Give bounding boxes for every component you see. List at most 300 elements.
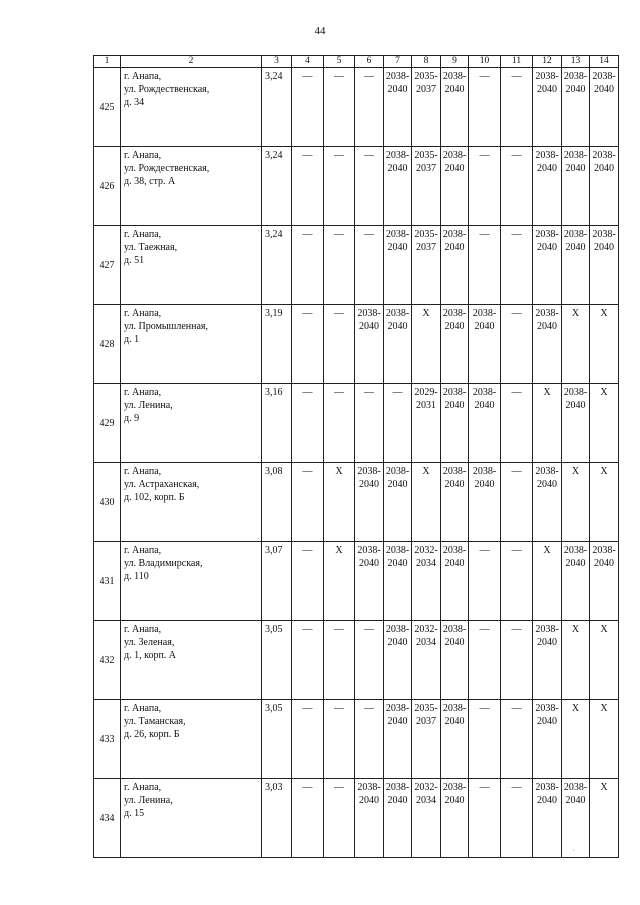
address-cell — [121, 463, 262, 542]
address-line: д. 1 — [124, 334, 140, 345]
address-line: г. Анапа, — [124, 308, 162, 319]
period-part: 2040 — [537, 795, 557, 806]
period-cell: X — [590, 700, 619, 779]
column-header: 12 — [533, 56, 562, 68]
address-line: ул. Рождественская, — [124, 84, 210, 95]
period-cell — [412, 779, 441, 858]
period-part: 2038- — [563, 782, 588, 793]
period-part: 2038- — [563, 545, 588, 556]
address-line: г. Анапа, — [124, 150, 162, 161]
row-number: 430 — [94, 463, 121, 542]
period-part: 2040 — [359, 479, 379, 490]
period-cell — [562, 226, 590, 305]
period-part: 2038- — [385, 624, 410, 635]
period-cell — [441, 147, 469, 226]
period-cell: X — [590, 779, 619, 858]
period-cell: — — [469, 68, 501, 147]
address-line: д. 1, корп. А — [124, 650, 177, 661]
period-part: 2040 — [444, 242, 465, 253]
period-part: 2038- — [535, 466, 559, 477]
table-row — [94, 542, 619, 621]
row-number: 427 — [94, 226, 121, 305]
table-row — [94, 305, 619, 384]
period-part: 2040 — [444, 400, 465, 411]
period-cell — [384, 542, 412, 621]
period-cell: X — [412, 305, 441, 384]
period-cell — [469, 463, 501, 542]
period-part: 2032- — [414, 782, 438, 793]
period-part: 2038- — [442, 308, 467, 319]
period-cell — [384, 463, 412, 542]
period-part: 2040 — [474, 321, 495, 332]
period-part: 2038- — [385, 782, 410, 793]
period-cell: — — [501, 147, 533, 226]
period-part: 2040 — [594, 163, 614, 174]
period-part: 2040 — [537, 84, 557, 95]
column-header: 6 — [355, 56, 384, 68]
period-cell: X — [590, 305, 619, 384]
period-cell — [412, 621, 441, 700]
period-part: 2040 — [565, 163, 586, 174]
value-cell: 3,24 — [262, 68, 292, 147]
row-number: 431 — [94, 542, 121, 621]
period-part: 2040 — [537, 163, 557, 174]
value-cell: 3,24 — [262, 147, 292, 226]
period-cell — [384, 147, 412, 226]
period-part: 2038- — [385, 545, 410, 556]
period-cell: — — [292, 779, 324, 858]
period-cell: — — [501, 384, 533, 463]
period-cell — [355, 779, 384, 858]
period-part: 2037 — [416, 716, 436, 727]
row-number: 426 — [94, 147, 121, 226]
period-cell — [355, 463, 384, 542]
period-part: 2035- — [414, 229, 438, 240]
period-cell — [533, 226, 562, 305]
address-line: д. 110 — [124, 571, 149, 582]
schedule-table — [93, 55, 619, 858]
column-header: 4 — [292, 56, 324, 68]
period-part: 2038- — [357, 308, 381, 319]
period-part: 2032- — [414, 624, 438, 635]
period-part: 2037 — [416, 163, 436, 174]
period-part: 2040 — [387, 242, 408, 253]
period-part: 2040 — [565, 558, 586, 569]
period-cell — [590, 542, 619, 621]
row-number: 429 — [94, 384, 121, 463]
period-cell: — — [469, 779, 501, 858]
period-part: 2040 — [537, 716, 557, 727]
period-part: 2029- — [414, 387, 438, 398]
period-cell: — — [355, 68, 384, 147]
period-part: 2038- — [535, 624, 559, 635]
period-part: 2038- — [385, 308, 410, 319]
period-part: 2040 — [594, 84, 614, 95]
period-part: 2035- — [414, 150, 438, 161]
period-cell: X — [562, 700, 590, 779]
period-part: 2040 — [359, 321, 379, 332]
period-cell: — — [501, 621, 533, 700]
period-part: 2040 — [565, 795, 586, 806]
period-part: 2040 — [444, 716, 465, 727]
period-cell — [384, 305, 412, 384]
period-part: 2034 — [416, 637, 436, 648]
period-part: 2038- — [592, 545, 616, 556]
scan-mark: · — [572, 846, 575, 855]
period-cell — [590, 68, 619, 147]
period-cell — [533, 621, 562, 700]
period-cell — [384, 779, 412, 858]
table-row — [94, 779, 619, 858]
column-header: 2 — [121, 56, 262, 68]
period-cell: — — [292, 68, 324, 147]
period-part: 2040 — [444, 163, 465, 174]
period-part: 2040 — [537, 321, 557, 332]
period-part: 2038- — [357, 782, 381, 793]
period-cell — [469, 384, 501, 463]
period-cell: — — [292, 305, 324, 384]
period-part: 2038- — [472, 308, 497, 319]
period-cell: — — [292, 542, 324, 621]
period-part: 2040 — [565, 242, 586, 253]
period-cell: — — [501, 542, 533, 621]
period-part: 2040 — [387, 479, 408, 490]
period-cell — [441, 463, 469, 542]
column-header: 3 — [262, 56, 292, 68]
period-part: 2038- — [592, 71, 616, 82]
period-cell — [384, 700, 412, 779]
period-cell — [562, 384, 590, 463]
period-cell — [441, 305, 469, 384]
address-line: д. 51 — [124, 255, 145, 266]
period-cell: X — [533, 384, 562, 463]
address-line: ул. Ленина, — [124, 795, 173, 806]
period-part: 2040 — [387, 163, 408, 174]
address-cell — [121, 226, 262, 305]
period-cell: — — [501, 700, 533, 779]
period-cell — [355, 305, 384, 384]
address-line: г. Анапа, — [124, 229, 162, 240]
period-part: 2040 — [537, 479, 557, 490]
period-part: 2040 — [359, 795, 379, 806]
row-number: 425 — [94, 68, 121, 147]
period-cell — [441, 779, 469, 858]
period-part: 2040 — [565, 84, 586, 95]
period-part: 2040 — [387, 795, 408, 806]
column-header: 14 — [590, 56, 619, 68]
row-number: 433 — [94, 700, 121, 779]
period-cell: — — [469, 621, 501, 700]
period-cell — [412, 147, 441, 226]
period-part: 2038- — [563, 150, 588, 161]
address-line: г. Анапа, — [124, 71, 162, 82]
period-part: 2038- — [535, 71, 559, 82]
address-line: г. Анапа, — [124, 466, 162, 477]
address-line: д. 26, корп. Б — [124, 729, 180, 740]
period-cell: — — [292, 621, 324, 700]
period-cell: — — [324, 305, 355, 384]
column-header: 8 — [412, 56, 441, 68]
table-row — [94, 68, 619, 147]
period-cell: X — [590, 384, 619, 463]
period-cell: X — [324, 542, 355, 621]
period-part: 2038- — [385, 703, 410, 714]
period-part: 2038- — [472, 387, 497, 398]
value-cell: 3,19 — [262, 305, 292, 384]
period-part: 2038- — [385, 71, 410, 82]
address-cell — [121, 700, 262, 779]
period-part: 2038- — [442, 624, 467, 635]
period-part: 2034 — [416, 558, 436, 569]
period-part: 2040 — [387, 637, 408, 648]
period-part: 2038- — [385, 150, 410, 161]
period-cell: — — [355, 621, 384, 700]
address-cell — [121, 68, 262, 147]
period-cell — [441, 621, 469, 700]
period-cell — [384, 68, 412, 147]
period-part: 2038- — [357, 545, 381, 556]
address-line: д. 9 — [124, 413, 140, 424]
period-cell — [533, 463, 562, 542]
period-cell: — — [324, 779, 355, 858]
period-part: 2040 — [474, 479, 495, 490]
table-row — [94, 700, 619, 779]
period-part: 2038- — [535, 229, 559, 240]
value-cell: 3,08 — [262, 463, 292, 542]
period-part: 2038- — [472, 466, 497, 477]
period-cell: — — [355, 384, 384, 463]
period-cell: X — [562, 463, 590, 542]
period-cell — [533, 305, 562, 384]
value-cell: 3,05 — [262, 621, 292, 700]
period-part: 2038- — [442, 703, 467, 714]
period-part: 2040 — [594, 242, 614, 253]
address-line: д. 102, корп. Б — [124, 492, 185, 503]
address-cell — [121, 384, 262, 463]
period-cell: X — [590, 463, 619, 542]
period-cell: — — [292, 147, 324, 226]
address-line: г. Анапа, — [124, 387, 162, 398]
column-number-row — [94, 56, 619, 68]
period-part: 2040 — [444, 637, 465, 648]
period-cell — [590, 226, 619, 305]
table-row — [94, 463, 619, 542]
period-part: 2040 — [565, 400, 586, 411]
period-part: 2040 — [444, 84, 465, 95]
period-cell — [533, 779, 562, 858]
period-cell: — — [501, 305, 533, 384]
address-line: д. 34 — [124, 97, 145, 108]
period-part: 2034 — [416, 795, 436, 806]
period-part: 2038- — [592, 150, 616, 161]
period-part: 2038- — [535, 703, 559, 714]
address-line: ул. Ленина, — [124, 400, 173, 411]
period-cell: — — [355, 700, 384, 779]
period-cell: — — [324, 621, 355, 700]
table-row — [94, 147, 619, 226]
address-line: ул. Астраханская, — [124, 479, 200, 490]
period-cell: — — [355, 226, 384, 305]
period-part: 2040 — [359, 558, 379, 569]
column-header: 9 — [441, 56, 469, 68]
address-line: г. Анапа, — [124, 545, 162, 556]
period-cell — [441, 384, 469, 463]
period-cell — [384, 621, 412, 700]
period-part: 2032- — [414, 545, 438, 556]
period-part: 2038- — [385, 229, 410, 240]
period-part: 2038- — [535, 150, 559, 161]
period-cell: — — [469, 700, 501, 779]
period-cell: — — [324, 226, 355, 305]
period-cell: X — [590, 621, 619, 700]
column-header: 11 — [501, 56, 533, 68]
column-header: 7 — [384, 56, 412, 68]
period-part: 2035- — [414, 703, 438, 714]
period-cell: — — [292, 384, 324, 463]
period-cell: — — [292, 700, 324, 779]
period-part: 2038- — [442, 387, 467, 398]
period-cell: — — [501, 68, 533, 147]
period-part: 2038- — [442, 150, 467, 161]
address-line: ул. Рождественская, — [124, 163, 210, 174]
period-cell: — — [501, 779, 533, 858]
period-cell — [412, 384, 441, 463]
row-number: 432 — [94, 621, 121, 700]
period-cell — [412, 226, 441, 305]
column-header: 13 — [562, 56, 590, 68]
address-cell — [121, 621, 262, 700]
period-part: 2040 — [444, 479, 465, 490]
period-part: 2035- — [414, 71, 438, 82]
period-cell: — — [501, 463, 533, 542]
period-part: 2031 — [416, 400, 436, 411]
address-line: г. Анапа, — [124, 782, 162, 793]
address-line: ул. Промышленная, — [124, 321, 208, 332]
period-part: 2038- — [535, 308, 559, 319]
period-part: 2038- — [563, 387, 588, 398]
period-part: 2038- — [535, 782, 559, 793]
period-part: 2038- — [442, 229, 467, 240]
period-cell: X — [562, 621, 590, 700]
period-cell: — — [324, 147, 355, 226]
period-part: 2038- — [442, 545, 467, 556]
period-cell — [590, 147, 619, 226]
period-part: 2040 — [387, 84, 408, 95]
period-cell: — — [324, 384, 355, 463]
period-cell — [355, 542, 384, 621]
period-cell — [533, 147, 562, 226]
period-cell: — — [292, 226, 324, 305]
period-cell: — — [355, 147, 384, 226]
period-cell: — — [292, 463, 324, 542]
period-cell: X — [324, 463, 355, 542]
period-cell — [533, 68, 562, 147]
period-cell: — — [469, 226, 501, 305]
address-line: ул. Таежная, — [124, 242, 178, 253]
address-line: ул. Таманская, — [124, 716, 186, 727]
period-cell — [533, 700, 562, 779]
period-part: 2038- — [385, 466, 410, 477]
period-cell: — — [501, 226, 533, 305]
period-part: 2040 — [537, 242, 557, 253]
table-row — [94, 226, 619, 305]
period-part: 2040 — [387, 558, 408, 569]
period-cell — [441, 700, 469, 779]
period-cell: — — [469, 542, 501, 621]
column-header: 5 — [324, 56, 355, 68]
period-part: 2038- — [442, 466, 467, 477]
period-cell — [441, 542, 469, 621]
period-part: 2038- — [592, 229, 616, 240]
address-line: д. 38, стр. А — [124, 176, 176, 187]
period-cell — [441, 226, 469, 305]
address-line: г. Анапа, — [124, 624, 162, 635]
address-cell — [121, 542, 262, 621]
period-cell — [562, 68, 590, 147]
period-part: 2040 — [387, 321, 408, 332]
table-row — [94, 621, 619, 700]
period-cell — [441, 68, 469, 147]
address-line: д. 15 — [124, 808, 145, 819]
period-part: 2037 — [416, 242, 436, 253]
period-part: 2038- — [442, 71, 467, 82]
period-cell — [412, 68, 441, 147]
page-number: 44 — [314, 25, 326, 37]
table-row — [94, 384, 619, 463]
period-part: 2040 — [444, 795, 465, 806]
period-cell — [412, 542, 441, 621]
address-line: г. Анапа, — [124, 703, 162, 714]
period-cell — [562, 147, 590, 226]
address-line: ул. Зеленая, — [124, 637, 175, 648]
period-cell — [412, 700, 441, 779]
period-cell: X — [533, 542, 562, 621]
address-cell — [121, 779, 262, 858]
period-cell — [562, 542, 590, 621]
value-cell: 3,03 — [262, 779, 292, 858]
period-cell: X — [562, 305, 590, 384]
value-cell: 3,24 — [262, 226, 292, 305]
period-cell: — — [384, 384, 412, 463]
period-part: 2038- — [357, 466, 381, 477]
period-part: 2040 — [474, 400, 495, 411]
address-cell — [121, 305, 262, 384]
period-part: 2040 — [594, 558, 614, 569]
period-part: 2040 — [387, 716, 408, 727]
period-part: 2038- — [563, 229, 588, 240]
value-cell: 3,05 — [262, 700, 292, 779]
period-cell — [384, 226, 412, 305]
period-cell: — — [324, 68, 355, 147]
row-number: 428 — [94, 305, 121, 384]
column-header: 10 — [469, 56, 501, 68]
value-cell: 3,07 — [262, 542, 292, 621]
period-cell: X — [412, 463, 441, 542]
period-part: 2038- — [563, 71, 588, 82]
period-cell: — — [324, 700, 355, 779]
address-cell — [121, 147, 262, 226]
period-cell: — — [469, 147, 501, 226]
address-line: ул. Владимирская, — [124, 558, 203, 569]
period-part: 2040 — [444, 321, 465, 332]
row-number: 434 — [94, 779, 121, 858]
period-part: 2037 — [416, 84, 436, 95]
period-part: 2040 — [537, 637, 557, 648]
period-part: 2038- — [442, 782, 467, 793]
period-part: 2040 — [444, 558, 465, 569]
column-header: 1 — [94, 56, 121, 68]
period-cell — [562, 779, 590, 858]
